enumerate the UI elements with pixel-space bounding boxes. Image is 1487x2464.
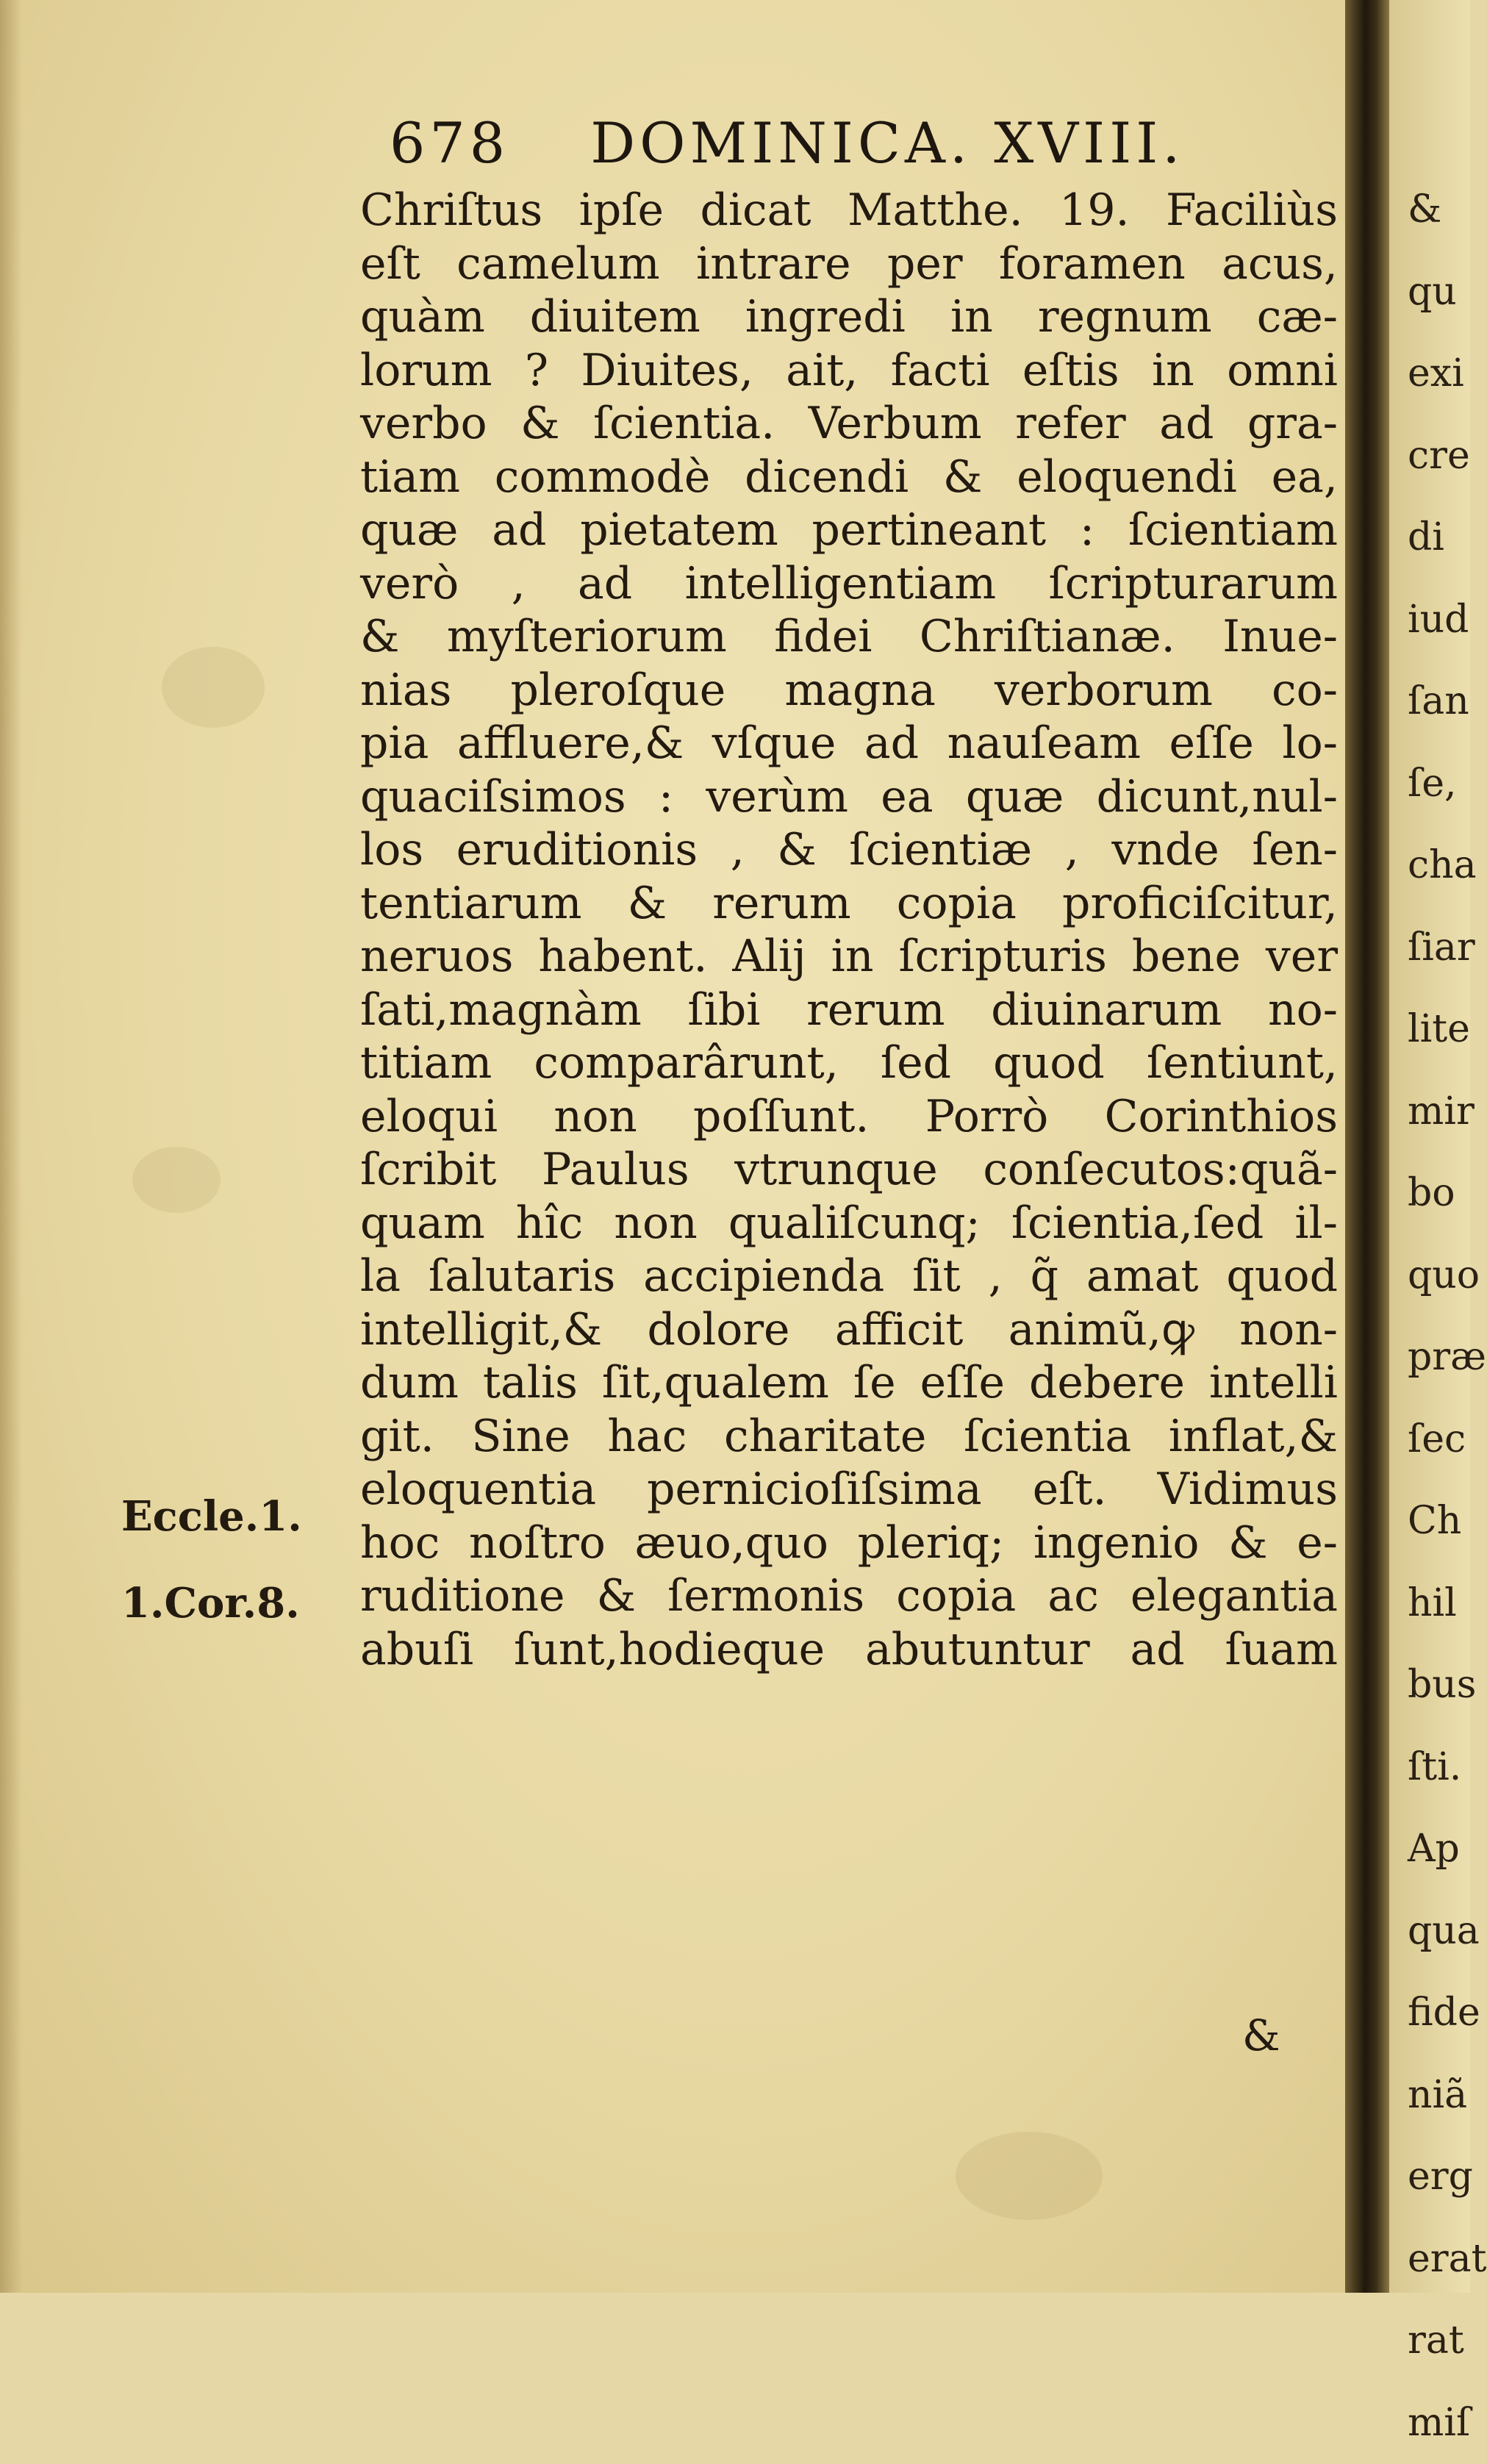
- next-page-line: ſiar: [1389, 907, 1487, 989]
- next-page-line: iud: [1389, 579, 1487, 662]
- next-page-line: &: [1389, 169, 1487, 251]
- next-page-line: ſti.: [1389, 1727, 1487, 1809]
- next-page-line: ſe,: [1389, 743, 1487, 825]
- text-line: eloquentia pernicioſiſsima eſt. Vidimus: [360, 1463, 1338, 1516]
- next-page-line: exi: [1389, 333, 1487, 415]
- text-line: & myſteriorum fidei Chriſtianæ. Inue-: [360, 610, 1338, 664]
- next-page-line: Ch: [1389, 1480, 1487, 1563]
- next-page-text: [1389, 169, 1487, 2464]
- text-line: git. Sine hac charitate ſcientia inflat,&: [360, 1410, 1338, 1464]
- text-line: quam hîc non qualiſcunq; ſcientia,ſed il-: [360, 1197, 1338, 1250]
- next-page-line: erg: [1389, 2136, 1487, 2218]
- next-page-line: cre: [1389, 415, 1487, 498]
- next-page-line: di: [1389, 497, 1487, 579]
- next-page-line: rat: [1389, 2300, 1487, 2382]
- next-page-line: qua: [1389, 1891, 1487, 1973]
- next-page-line: erat: [1389, 2218, 1487, 2301]
- text-line: lorum ? Diuites, ait, facti eſtis in omni: [360, 344, 1338, 398]
- text-line: quàm diuitem ingredi in regnum cæ-: [360, 290, 1338, 344]
- page-number: 678: [390, 110, 509, 176]
- next-page-line: miſ: [1389, 2382, 1487, 2464]
- text-line: Chriſtus ipſe dicat Matthe. 19. Faciliùs: [360, 184, 1338, 237]
- text-line: los eruditionis , & ſcientiæ , vnde ſen-: [360, 823, 1338, 877]
- running-header: [390, 110, 1272, 176]
- text-line: tentiarum & rerum copia proficiſcitur,: [360, 877, 1338, 931]
- next-page-line: cha: [1389, 825, 1487, 907]
- next-page-line: quo: [1389, 1235, 1487, 1317]
- text-line: titiam comparârunt, ſed quod ſentiunt,: [360, 1036, 1338, 1090]
- text-line: dum talis ſit,qualem ſe eſſe debere intelli: [360, 1356, 1338, 1410]
- next-page-line: Ap: [1389, 1808, 1487, 1891]
- text-line: intelligit,& dolore afficit animũ,ꝙ non-: [360, 1303, 1338, 1357]
- text-line: verbo & ſcientia. Verbum refer ad gra-: [360, 397, 1338, 451]
- next-page-line: lite: [1389, 989, 1487, 1071]
- text-line: verò , ad intelligentiam ſcripturarum: [360, 557, 1338, 611]
- margin-note-eccle: Eccle.1.: [121, 1492, 302, 1541]
- text-line: hoc noſtro æuo,quo pleriq; ingenio & e-: [360, 1516, 1338, 1570]
- text-line: neruos habent. Alij in ſcripturis bene ver: [360, 930, 1338, 984]
- text-line: la ſalutaris accipienda ſit , q̃ amat quod: [360, 1250, 1338, 1303]
- text-line: quaciſsimos : verùm ea quæ dicunt,nul-: [360, 770, 1338, 824]
- paper-stain: [132, 1147, 221, 1213]
- text-line: eloqui non poſſunt. Porrò Corinthios: [360, 1090, 1338, 1144]
- text-line: abuſi ſunt,hodieque abutuntur ad ſuam: [360, 1623, 1338, 1677]
- catchword: &: [1242, 2010, 1280, 2060]
- next-page-edge: [1389, 0, 1470, 2293]
- next-page-line: ſan: [1389, 661, 1487, 743]
- book-gutter: [1345, 0, 1389, 2293]
- text-line: tiam commodè dicendi & eloquendi ea,: [360, 451, 1338, 504]
- next-page-line: fide: [1389, 1972, 1487, 2055]
- next-page-line: præ: [1389, 1317, 1487, 1399]
- paper-stain: [956, 2132, 1103, 2220]
- next-page-line: qu: [1389, 251, 1487, 334]
- next-page-line: bo: [1389, 1153, 1487, 1235]
- paper-stain: [162, 647, 265, 728]
- text-line: ſati,magnàm ſibi rerum diuinarum no-: [360, 984, 1338, 1037]
- next-page-line: bus: [1389, 1644, 1487, 1727]
- body-text: [360, 184, 1338, 1676]
- text-line: nias pleroſque magna verborum co-: [360, 664, 1338, 717]
- text-line: pia affluere,& vſque ad nauſeam eſſe lo-: [360, 717, 1338, 770]
- next-page-line: niã: [1389, 2055, 1487, 2137]
- running-title: DOMINICA. XVIII.: [590, 110, 1184, 176]
- text-line: ſcribit Paulus vtrunque conſecutos:quã-: [360, 1143, 1338, 1197]
- text-line: eſt camelum intrare per foramen acus,: [360, 237, 1338, 291]
- margin-note-cor: 1.Cor.8.: [121, 1579, 300, 1627]
- text-line: ruditione & ſermonis copia ac elegantia: [360, 1569, 1338, 1623]
- next-page-line: ſec: [1389, 1399, 1487, 1481]
- next-page-line: hil: [1389, 1563, 1487, 1645]
- page-left-edge: [0, 0, 22, 2293]
- next-page-line: mir: [1389, 1071, 1487, 1153]
- text-line: quæ ad pietatem pertineant : ſcientiam: [360, 504, 1338, 557]
